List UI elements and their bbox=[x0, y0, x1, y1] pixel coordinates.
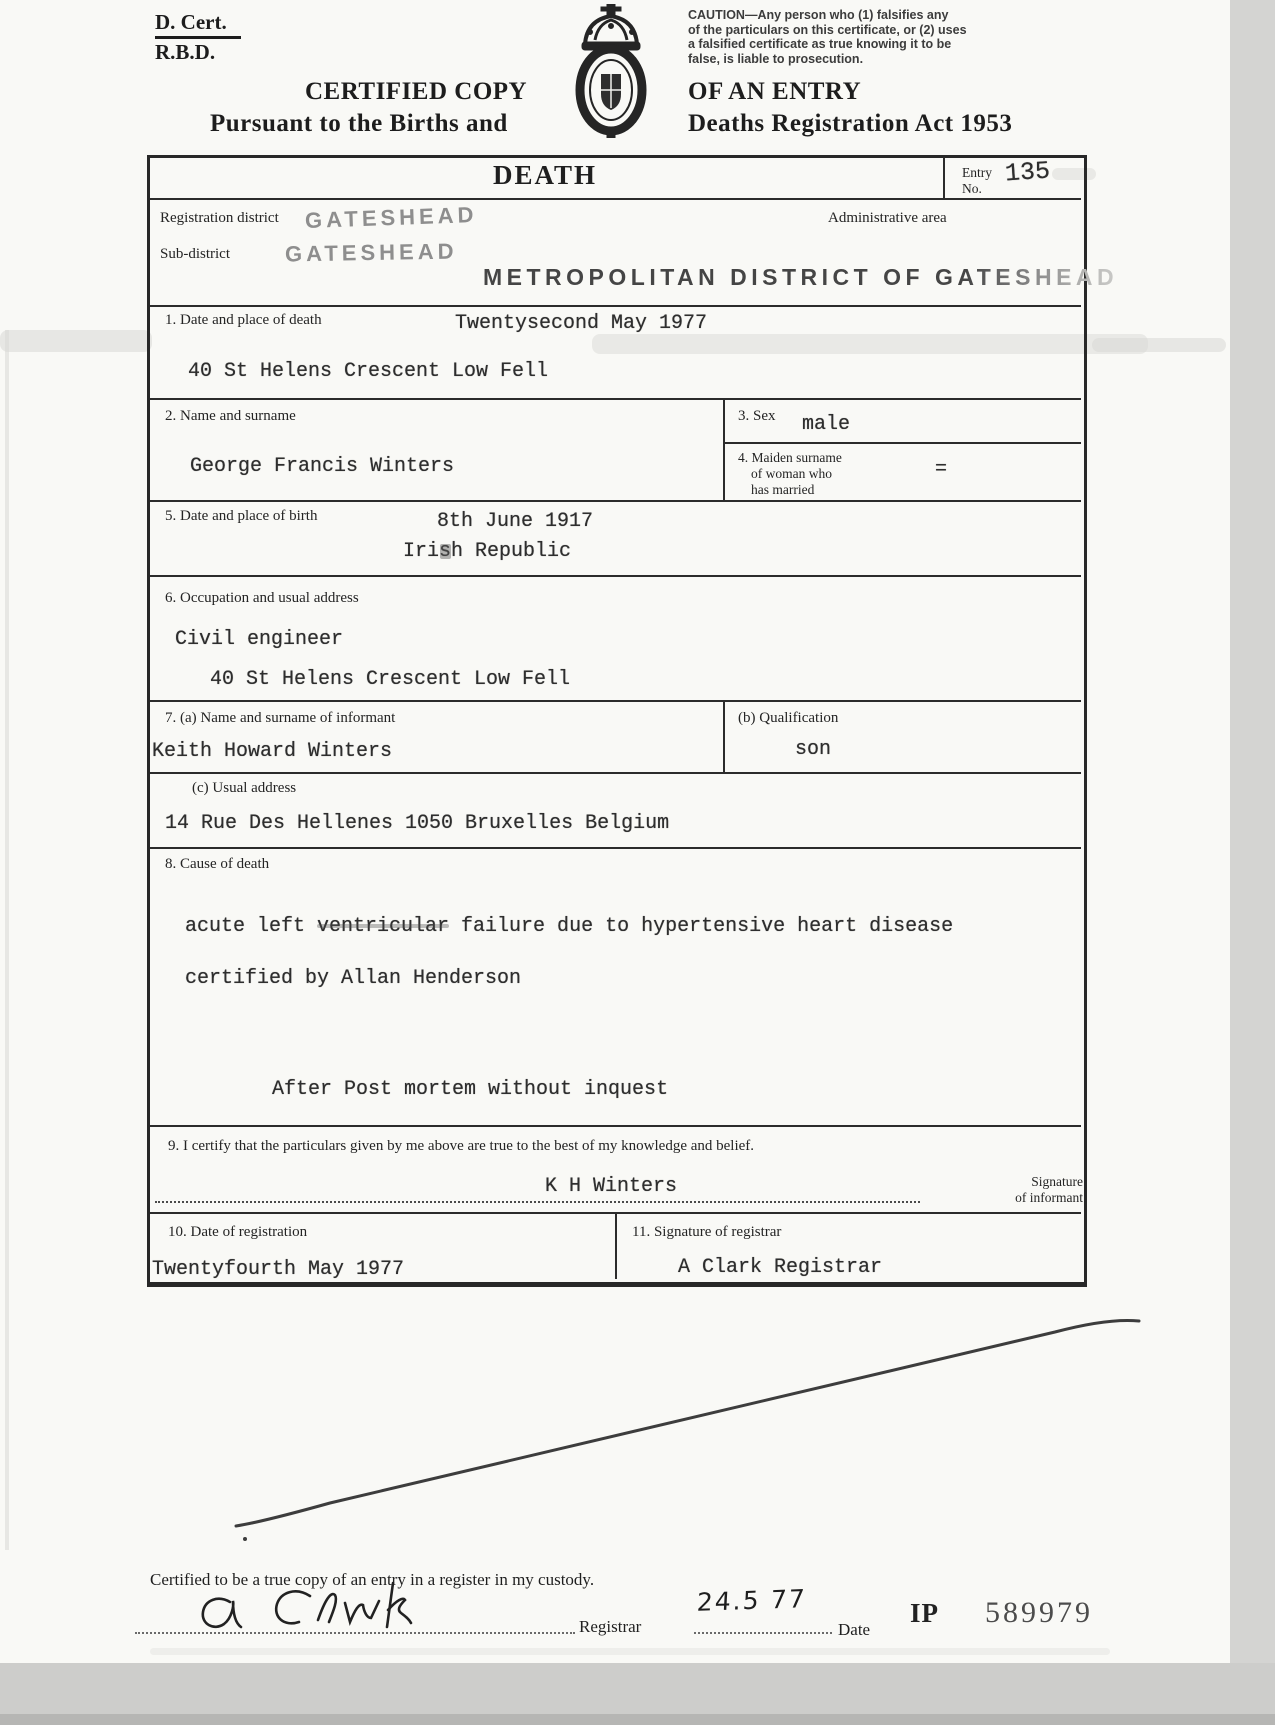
administrative-area-label: Administrative area bbox=[828, 210, 947, 226]
rule bbox=[150, 772, 1081, 774]
scan-left-edge-line bbox=[5, 330, 9, 1550]
field-registrar-label: 11. Signature of registrar bbox=[632, 1224, 782, 1240]
field-sex-label: 3. Sex bbox=[738, 408, 776, 424]
registrar-label: Registrar bbox=[579, 1617, 642, 1636]
sub-district-stamp: GATESHEAD bbox=[284, 238, 458, 267]
field-maiden-label-line3: has married bbox=[751, 482, 815, 497]
title-certified-copy: CERTIFIED COPY bbox=[305, 78, 528, 105]
certified-statement: Certified to be a true copy of an entry in a register in my custody. bbox=[150, 1570, 595, 1589]
scan-smudge bbox=[150, 1648, 1110, 1655]
field-registration-date-label: 10. Date of registration bbox=[168, 1224, 308, 1240]
field-usual-address-value: 14 Rue Des Hellenes 1050 Bruxelles Belgium bbox=[165, 812, 670, 835]
scan-right-margin bbox=[1230, 0, 1275, 1725]
rule bbox=[150, 500, 1081, 502]
field-certify-typed-signature: K H Winters bbox=[545, 1175, 678, 1198]
field-informant-label: 7. (a) Name and surname of informant bbox=[165, 710, 396, 726]
rule bbox=[723, 700, 725, 772]
date-label: Date bbox=[838, 1620, 871, 1639]
field-registration-date-value: Twentyfourth May 1977 bbox=[152, 1258, 405, 1281]
doc-code-line2: R.B.D. bbox=[155, 40, 216, 64]
field-death-place: 40 St Helens Crescent Low Fell bbox=[188, 360, 549, 383]
rule bbox=[723, 398, 725, 500]
rule bbox=[150, 198, 1081, 200]
field-occupation-label: 6. Occupation and usual address bbox=[165, 590, 359, 606]
entry-label bbox=[962, 165, 992, 197]
title-act-1953: Deaths Registration Act 1953 bbox=[688, 110, 1013, 137]
field-cause-label: 8. Cause of death bbox=[165, 856, 270, 872]
caution-block bbox=[688, 8, 967, 66]
field-birth-date: 8th June 1917 bbox=[437, 510, 594, 533]
field-qualification-label: (b) Qualification bbox=[738, 710, 839, 726]
diagonal-pen-stroke bbox=[236, 1320, 1139, 1541]
registration-district-label: Registration district bbox=[160, 210, 279, 226]
field-birth-label: 5. Date and place of birth bbox=[165, 508, 318, 524]
royal-crest-icon bbox=[570, 4, 652, 138]
signature-caption-line1: Signature bbox=[1031, 1174, 1083, 1189]
field-registrar-value: A Clark Registrar bbox=[678, 1256, 883, 1279]
title-pursuant: Pursuant to the Births and bbox=[210, 110, 508, 137]
caution-line: of the particulars on this certificate, or (2) uses bbox=[688, 22, 967, 37]
field-maiden-value: = bbox=[935, 458, 948, 481]
administrative-area-stamp: METROPOLITAN DISTRICT OF GATESHEAD bbox=[483, 264, 1119, 290]
signature-caption-line2: of informant bbox=[1015, 1190, 1083, 1205]
rule bbox=[150, 575, 1081, 577]
registration-district-stamp: GATESHEAD bbox=[304, 201, 478, 234]
field-cause-line2: certified by Allan Henderson bbox=[185, 967, 522, 990]
field-sex-value: male bbox=[802, 413, 851, 436]
rule bbox=[150, 305, 1081, 307]
caution-line: CAUTION—Any person who (1) falsifies any bbox=[688, 8, 949, 22]
field-informant-value: Keith Howard Winters bbox=[152, 740, 393, 763]
field-death-label: 1. Date and place of death bbox=[165, 312, 322, 328]
field-qualification-value: son bbox=[795, 738, 832, 761]
caution-line: false, is liable to prosecution. bbox=[688, 51, 864, 66]
field-occupation-line2: 40 St Helens Crescent Low Fell bbox=[210, 668, 571, 691]
sub-district-label: Sub-district bbox=[160, 246, 230, 262]
date-handwriting: 24.5 77 bbox=[696, 1584, 808, 1617]
field-maiden-label bbox=[738, 450, 842, 498]
scan-smudge bbox=[440, 544, 451, 559]
entry-label-line2: No. bbox=[962, 181, 982, 196]
field-maiden-label-line2: of woman who bbox=[751, 466, 832, 481]
field-birth-place: Irish Republic bbox=[403, 540, 572, 563]
entry-number: 135 bbox=[1004, 156, 1051, 189]
date-dotted-line bbox=[694, 1632, 832, 1634]
rule bbox=[150, 700, 1081, 702]
registrar-signature-dotted-line bbox=[135, 1632, 575, 1634]
rule bbox=[615, 1212, 617, 1279]
signature-dotted-line bbox=[155, 1201, 920, 1203]
field-usual-address-label: (c) Usual address bbox=[192, 780, 297, 796]
serial-number: 589979 bbox=[985, 1596, 1093, 1629]
doc-code-line1: D. Cert. bbox=[155, 10, 241, 39]
scan-smudge bbox=[317, 924, 449, 928]
caution-line: a falsified certificate as true knowing it to be bbox=[688, 37, 952, 51]
field-death-date: Twentysecond May 1977 bbox=[455, 312, 708, 335]
scan-smudge bbox=[0, 330, 152, 352]
rule bbox=[943, 157, 945, 198]
field-cause-line3: After Post mortem without inquest bbox=[272, 1078, 669, 1101]
scan-bottom-edge bbox=[0, 1714, 1275, 1725]
field-maiden-label-line1: 4. Maiden surname bbox=[738, 450, 842, 465]
field-certify-label: 9. I certify that the particulars given by me above are true to the best of my knowledge and belief. bbox=[168, 1138, 755, 1154]
signature-caption bbox=[955, 1174, 1083, 1206]
scan-smudge bbox=[1092, 338, 1226, 352]
title-of-an-entry: OF AN ENTRY bbox=[688, 78, 862, 105]
rule bbox=[150, 398, 1081, 400]
rule bbox=[150, 847, 1081, 849]
field-name-value: George Francis Winters bbox=[190, 455, 455, 478]
serial-prefix: IP bbox=[910, 1598, 939, 1628]
rule bbox=[723, 442, 1081, 444]
rule bbox=[150, 1125, 1081, 1127]
field-occupation-line1: Civil engineer bbox=[175, 628, 344, 651]
certificate-title: DEATH bbox=[492, 160, 597, 190]
field-name-label: 2. Name and surname bbox=[165, 408, 296, 424]
field-cause-line1: acute left ventricular failure due to hypertensive heart disease bbox=[185, 915, 954, 938]
entry-label-line1: Entry bbox=[962, 165, 992, 180]
